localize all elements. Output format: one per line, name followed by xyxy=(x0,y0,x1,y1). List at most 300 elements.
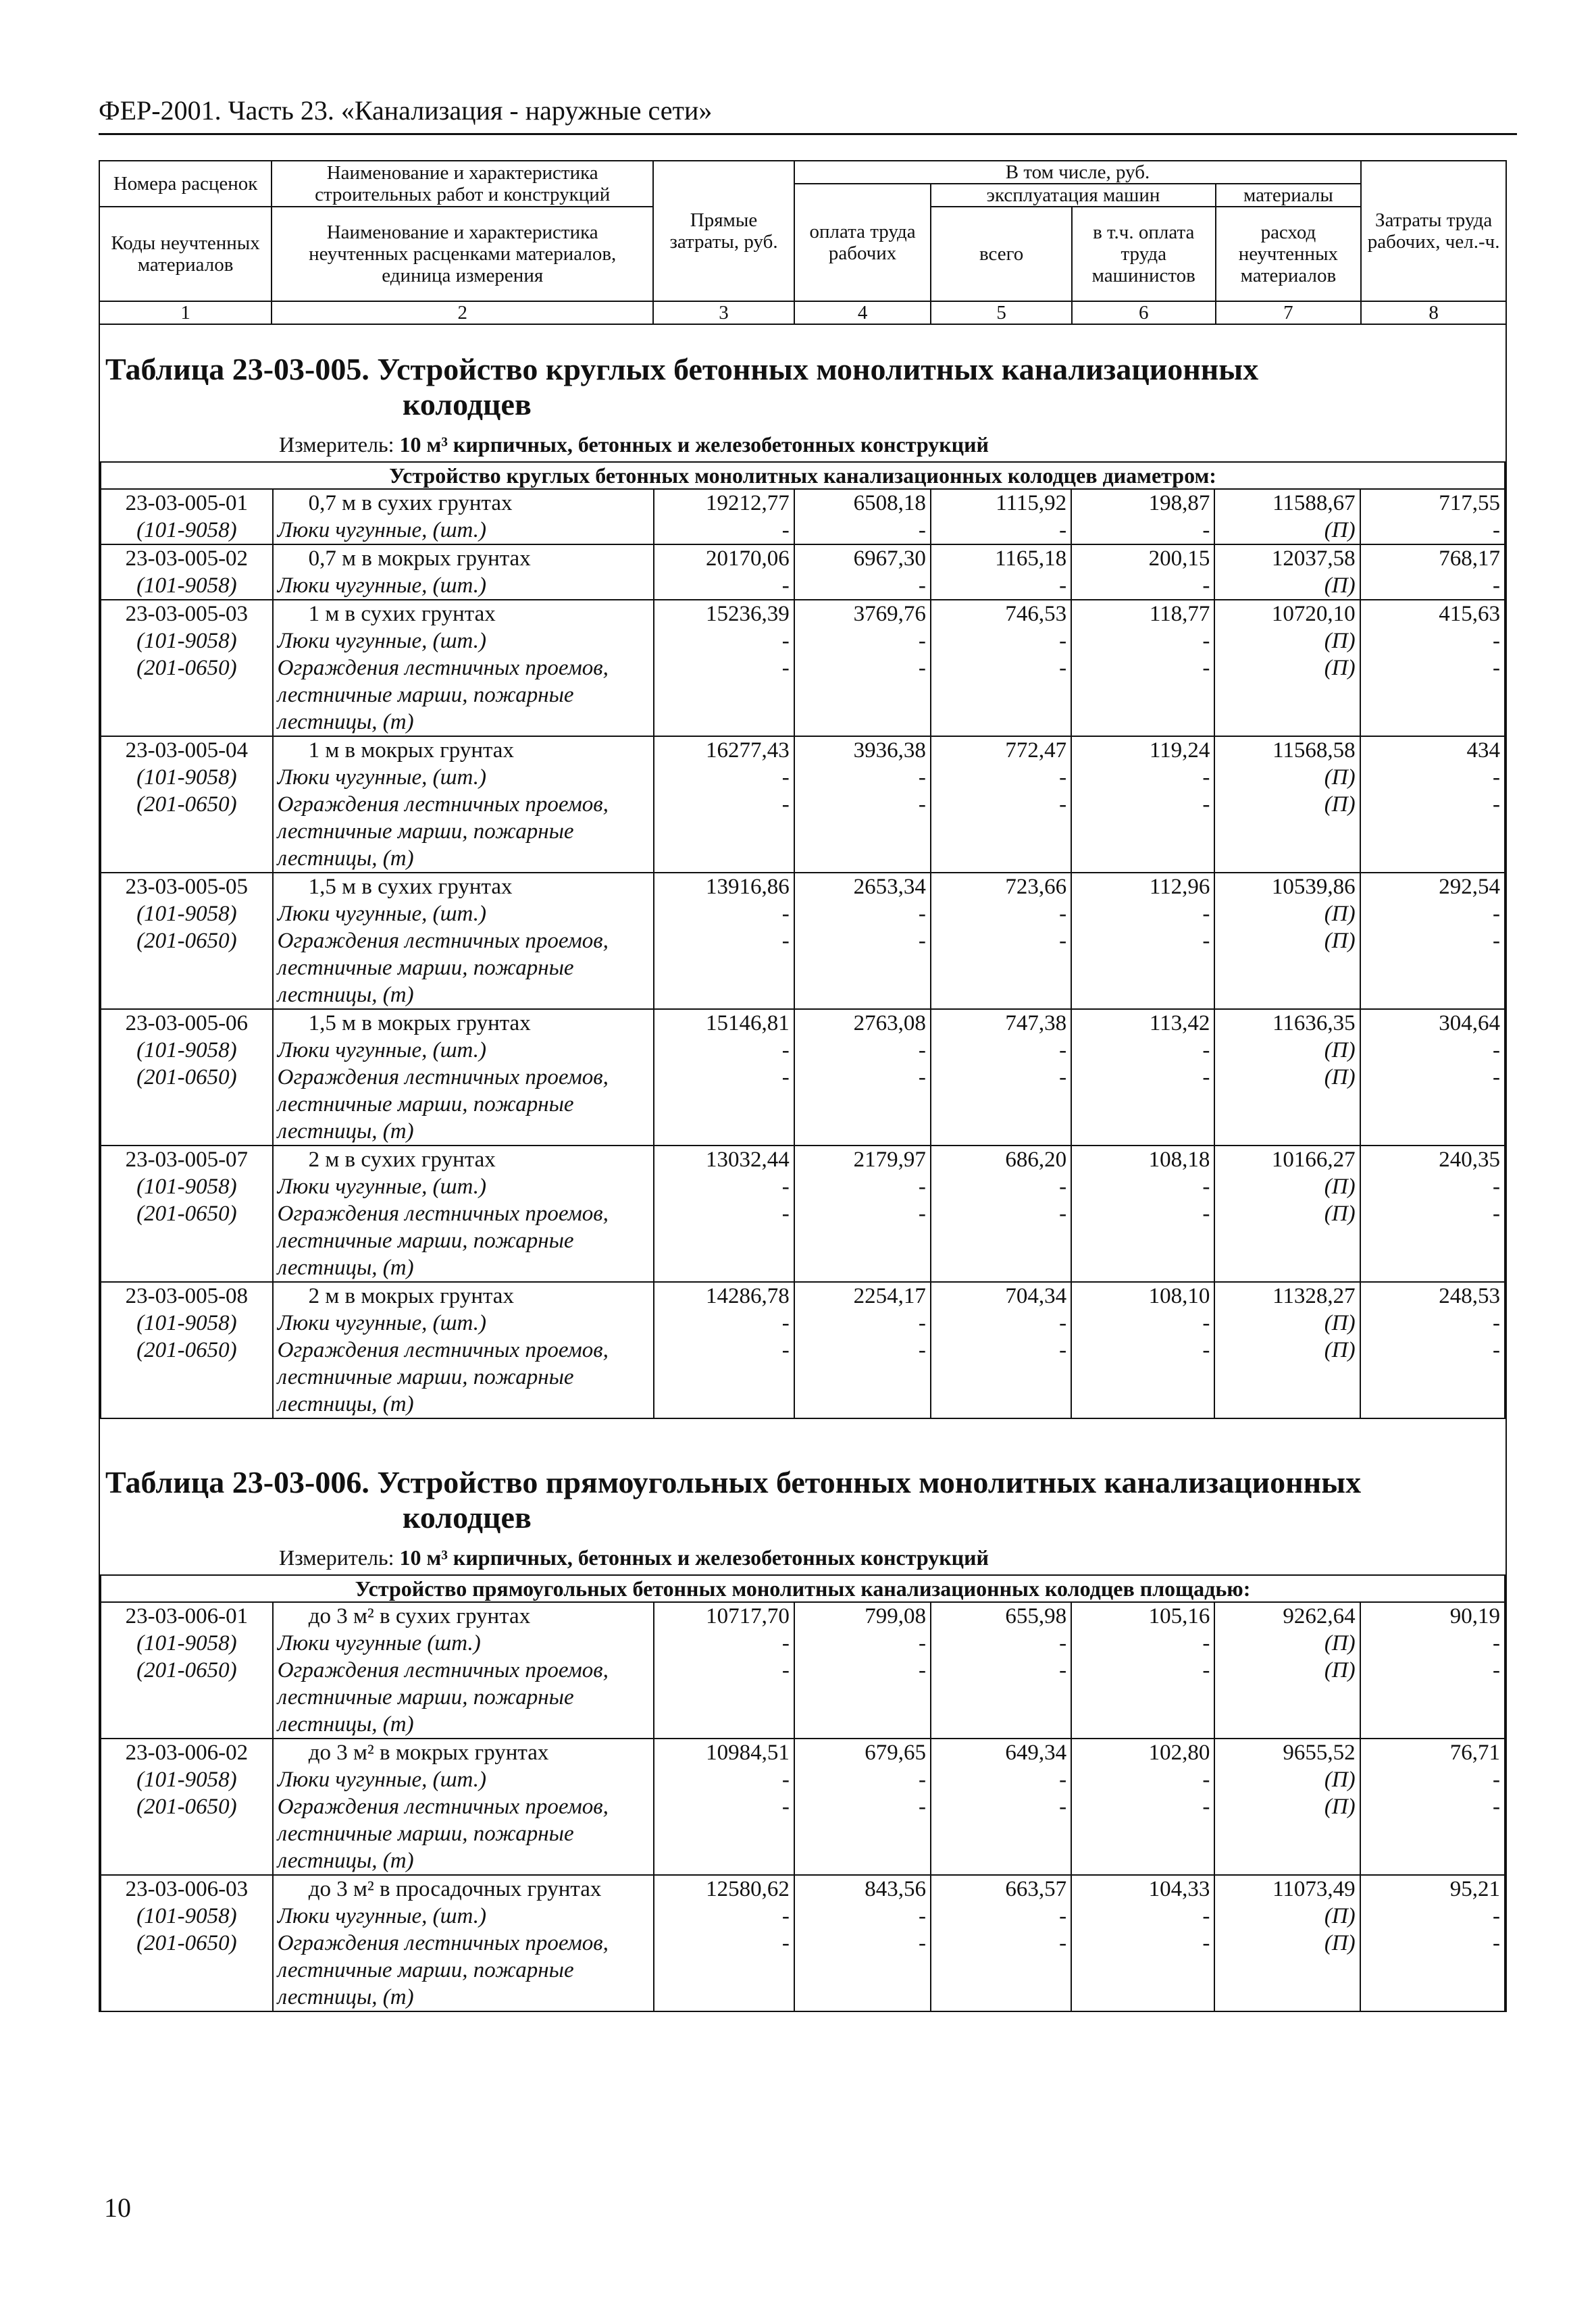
cell-machines-total xyxy=(931,1739,1071,1875)
material-machines-total: - xyxy=(1059,902,1067,926)
rate-work-name: 2 м в мокрых грунтах xyxy=(308,1284,514,1308)
material-labor-pay: - xyxy=(918,792,926,817)
material-labor-hours: - xyxy=(1493,1202,1500,1226)
material-rate-code: (201-0650) xyxy=(136,792,237,817)
rate-materials: 9262,64 xyxy=(1283,1604,1356,1628)
rate-labor-hours: 304,64 xyxy=(1439,1011,1500,1035)
rate-labor-hours: 717,55 xyxy=(1439,491,1500,515)
rate-machines-total: 704,34 xyxy=(1005,1284,1067,1308)
material-machines-total: - xyxy=(1059,1338,1067,1362)
cell-labor-hours xyxy=(1360,600,1505,736)
rate-machines-total: 649,34 xyxy=(1005,1741,1067,1765)
material-machines-total: - xyxy=(1059,518,1067,542)
header-num-1: 1 xyxy=(99,301,272,324)
material-materials: (П) xyxy=(1324,1175,1356,1199)
cell-materials xyxy=(1214,1146,1360,1282)
material-rate-code: (101-9058) xyxy=(136,518,237,542)
material-labor-pay: - xyxy=(918,1038,926,1062)
material-machinist-pay: - xyxy=(1202,1038,1210,1062)
header-col2-bottom: Наименование и характеристика неучтенных расценками материалов, единица измерения xyxy=(272,207,653,301)
cell-direct-cost xyxy=(654,489,794,544)
rate-materials: 11568,58 xyxy=(1272,738,1356,763)
rate-direct-cost: 15236,39 xyxy=(706,602,790,626)
material-machines-total: - xyxy=(1059,1931,1067,1955)
material-work-name: Ограждения лестничных проемов, лестничные марши, пожарные лестницы, (т) xyxy=(277,1795,609,1873)
cell-direct-cost xyxy=(654,1282,794,1418)
section-title-line-1: Таблица 23-03-006. Устройство прямоугольных бетонных монолитных канализационных xyxy=(105,1465,1362,1499)
rate-work-name: 1,5 м в сухих грунтах xyxy=(308,875,513,899)
material-machines-total: - xyxy=(1059,1065,1067,1089)
rate-labor-pay: 799,08 xyxy=(865,1604,926,1628)
table-row xyxy=(101,1875,1505,2011)
material-machinist-pay: - xyxy=(1202,518,1210,542)
cell-direct-cost xyxy=(654,873,794,1009)
material-machines-total: - xyxy=(1059,1202,1067,1226)
header-num-7: 7 xyxy=(1216,301,1362,324)
rate-direct-cost: 15146,81 xyxy=(706,1011,790,1035)
material-work-name: Люки чугунные, (шт.) xyxy=(277,1768,487,1792)
cell-labor-pay xyxy=(794,1739,931,1875)
rate-machines-total: 1165,18 xyxy=(995,546,1067,571)
cell-work-name xyxy=(273,1009,654,1146)
rate-direct-cost: 10984,51 xyxy=(706,1741,790,1765)
cell-machinist-pay xyxy=(1071,736,1214,873)
material-rate-code: (201-0650) xyxy=(136,929,237,953)
cell-labor-hours xyxy=(1360,873,1505,1009)
cell-machinist-pay xyxy=(1071,1875,1214,2011)
material-direct-cost: - xyxy=(781,765,790,790)
cell-direct-cost xyxy=(654,1602,794,1739)
rate-work-name: 1 м в сухих грунтах xyxy=(308,602,496,626)
rate-rate-code: 23-03-006-03 xyxy=(125,1877,249,1901)
measure-label: Измеритель: xyxy=(279,1545,394,1570)
material-machines-total: - xyxy=(1059,629,1067,653)
material-materials: (П) xyxy=(1324,1065,1356,1089)
cell-rate-code xyxy=(101,1282,273,1418)
rate-materials: 9655,52 xyxy=(1283,1741,1356,1765)
cell-labor-pay xyxy=(794,1282,931,1418)
table-row xyxy=(101,1602,1505,1739)
header-col4: оплата труда рабочих xyxy=(794,184,931,301)
rate-machinist-pay: 104,33 xyxy=(1148,1877,1210,1901)
material-machinist-pay: - xyxy=(1202,1311,1210,1335)
measure-value: 10 м³ кирпичных, бетонных и железобетонных конструкций xyxy=(399,432,989,457)
rate-machines-total: 686,20 xyxy=(1005,1148,1067,1172)
running-header: ФЕР-2001. Часть 23. «Канализация - наружные сети» xyxy=(99,95,1517,135)
material-direct-cost: - xyxy=(781,1065,790,1089)
material-materials: (П) xyxy=(1324,1202,1356,1226)
cell-work-name xyxy=(273,1602,654,1739)
cell-labor-hours xyxy=(1360,1282,1505,1418)
rate-machinist-pay: 198,87 xyxy=(1148,491,1210,515)
rate-machines-total: 663,57 xyxy=(1005,1877,1067,1901)
material-labor-hours: - xyxy=(1493,573,1500,598)
material-labor-hours: - xyxy=(1493,1038,1500,1062)
table-section xyxy=(99,325,1507,1438)
rate-labor-pay: 6508,18 xyxy=(853,491,926,515)
material-direct-cost: - xyxy=(781,573,790,598)
material-labor-pay: - xyxy=(918,1631,926,1655)
cell-materials xyxy=(1214,600,1360,736)
cell-rate-code xyxy=(101,544,273,600)
cell-materials xyxy=(1214,1875,1360,2011)
material-labor-hours: - xyxy=(1493,1338,1500,1362)
cell-labor-hours xyxy=(1360,1602,1505,1739)
cell-machinist-pay xyxy=(1071,1602,1214,1739)
material-work-name: Ограждения лестничных проемов, лестничные марши, пожарные лестницы, (т) xyxy=(277,929,609,1007)
table-row xyxy=(101,736,1505,873)
material-direct-cost: - xyxy=(781,792,790,817)
rate-work-name: до 3 м² в просадочных грунтах xyxy=(308,1877,602,1901)
material-machines-total: - xyxy=(1059,792,1067,817)
material-work-name: Люки чугунные, (шт.) xyxy=(277,518,486,542)
table-row xyxy=(101,1146,1505,1282)
material-rate-code: (201-0650) xyxy=(136,1338,237,1362)
cell-direct-cost xyxy=(654,1146,794,1282)
material-direct-cost: - xyxy=(781,1311,790,1335)
cell-labor-pay xyxy=(794,600,931,736)
rate-work-name: 0,7 м в сухих грунтах xyxy=(308,491,513,515)
rate-machinist-pay: 119,24 xyxy=(1149,738,1210,763)
material-labor-pay: - xyxy=(918,1065,926,1089)
material-labor-pay: - xyxy=(918,656,926,680)
material-labor-hours: - xyxy=(1493,1065,1500,1089)
header-number-row xyxy=(99,301,1506,324)
rate-direct-cost: 19212,77 xyxy=(706,491,790,515)
material-machines-total: - xyxy=(1059,1038,1067,1062)
cell-machinist-pay xyxy=(1071,873,1214,1009)
cell-work-name xyxy=(273,1739,654,1875)
material-work-name: Ограждения лестничных проемов, лестничные марши, пожарные лестницы, (т) xyxy=(277,1202,609,1280)
material-direct-cost: - xyxy=(781,1658,790,1682)
rate-direct-cost: 10717,70 xyxy=(706,1604,790,1628)
material-labor-hours: - xyxy=(1493,792,1500,817)
cell-rate-code xyxy=(101,1739,273,1875)
rate-materials: 11328,27 xyxy=(1272,1284,1356,1308)
material-direct-cost: - xyxy=(781,1038,790,1062)
document-frame xyxy=(99,160,1507,2012)
material-labor-hours: - xyxy=(1493,629,1500,653)
cell-machinist-pay xyxy=(1071,489,1214,544)
material-direct-cost: - xyxy=(781,1931,790,1955)
material-rate-code: (101-9058) xyxy=(136,1631,237,1655)
cell-direct-cost xyxy=(654,1875,794,2011)
cell-labor-hours xyxy=(1360,544,1505,600)
rate-materials: 10720,10 xyxy=(1271,602,1356,626)
rate-labor-pay: 2179,97 xyxy=(853,1148,926,1172)
material-labor-hours: - xyxy=(1493,656,1500,680)
rate-labor-hours: 76,71 xyxy=(1449,1741,1500,1765)
cell-machinist-pay xyxy=(1071,600,1214,736)
rate-rate-code: 23-03-005-05 xyxy=(125,875,249,899)
cell-labor-pay xyxy=(794,873,931,1009)
rate-work-name: 0,7 м в мокрых грунтах xyxy=(308,546,531,571)
material-rate-code: (101-9058) xyxy=(136,1175,237,1199)
cell-rate-code xyxy=(101,1602,273,1739)
material-work-name: Люки чугунные, (шт.) xyxy=(277,1175,486,1199)
table-row xyxy=(101,600,1505,736)
material-labor-pay: - xyxy=(918,629,926,653)
material-work-name: Ограждения лестничных проемов, лестничные марши, пожарные лестницы, (т) xyxy=(277,1658,609,1737)
material-work-name: Ограждения лестничных проемов, лестничные марши, пожарные лестницы, (т) xyxy=(277,656,609,734)
material-labor-pay: - xyxy=(918,929,926,953)
cell-labor-pay xyxy=(794,1602,931,1739)
material-machinist-pay: - xyxy=(1202,1175,1210,1199)
material-labor-hours: - xyxy=(1493,1175,1500,1199)
cell-machinist-pay xyxy=(1071,544,1214,600)
header-num-6: 6 xyxy=(1072,301,1216,324)
material-labor-hours: - xyxy=(1493,1631,1500,1655)
material-machines-total: - xyxy=(1059,573,1067,598)
cell-rate-code xyxy=(101,736,273,873)
column-header-table xyxy=(99,160,1507,325)
cell-direct-cost xyxy=(654,1739,794,1875)
cell-materials xyxy=(1214,489,1360,544)
material-labor-pay: - xyxy=(918,1175,926,1199)
cell-labor-pay xyxy=(794,1146,931,1282)
cell-labor-pay xyxy=(794,544,931,600)
material-machines-total: - xyxy=(1059,1795,1067,1819)
material-machines-total: - xyxy=(1059,1311,1067,1335)
material-machinist-pay: - xyxy=(1202,1795,1210,1819)
header-col6: в т.ч. оплата труда машинистов xyxy=(1072,207,1216,301)
material-work-name: Ограждения лестничных проемов, лестничные марши, пожарные лестницы, (т) xyxy=(277,792,609,871)
material-labor-pay: - xyxy=(918,1338,926,1362)
rate-direct-cost: 16277,43 xyxy=(706,738,790,763)
rate-machinist-pay: 108,10 xyxy=(1148,1284,1210,1308)
cell-machinist-pay xyxy=(1071,1739,1214,1875)
measure-label: Измеритель: xyxy=(279,432,394,457)
rate-rate-code: 23-03-005-04 xyxy=(125,738,249,763)
cell-machinist-pay xyxy=(1071,1146,1214,1282)
measure-unit xyxy=(100,1535,1505,1574)
cell-materials xyxy=(1214,736,1360,873)
material-work-name: Люки чугунные (шт.) xyxy=(277,1631,481,1655)
material-materials: (П) xyxy=(1324,1038,1356,1062)
material-work-name: Ограждения лестничных проемов, лестничные марши, пожарные лестницы, (т) xyxy=(277,1931,609,2009)
rate-materials: 10539,86 xyxy=(1271,875,1356,899)
rate-rate-code: 23-03-005-02 xyxy=(125,546,249,571)
rates-table xyxy=(100,1574,1505,2012)
rate-direct-cost: 20170,06 xyxy=(706,546,790,571)
material-labor-hours: - xyxy=(1493,1311,1500,1335)
material-rate-code: (101-9058) xyxy=(136,1038,237,1062)
cell-rate-code xyxy=(101,600,273,736)
header-materials: материалы xyxy=(1216,184,1362,207)
material-materials: (П) xyxy=(1324,1338,1356,1362)
cell-machinist-pay xyxy=(1071,1282,1214,1418)
cell-machines-total xyxy=(931,873,1071,1009)
material-materials: (П) xyxy=(1324,792,1356,817)
rate-machinist-pay: 108,18 xyxy=(1148,1148,1210,1172)
cell-machines-total xyxy=(931,1282,1071,1418)
material-labor-hours: - xyxy=(1493,1931,1500,1955)
material-materials: (П) xyxy=(1324,1904,1356,1928)
sections-container xyxy=(99,325,1507,2012)
cell-labor-hours xyxy=(1360,1739,1505,1875)
rate-labor-pay: 2254,17 xyxy=(853,1284,926,1308)
material-labor-hours: - xyxy=(1493,1768,1500,1792)
material-rate-code: (201-0650) xyxy=(136,1931,237,1955)
rate-labor-hours: 292,54 xyxy=(1439,875,1500,899)
material-rate-code: (101-9058) xyxy=(136,1311,237,1335)
material-machines-total: - xyxy=(1059,929,1067,953)
table-row xyxy=(101,1009,1505,1146)
cell-work-name xyxy=(273,489,654,544)
rate-machines-total: 723,66 xyxy=(1005,875,1067,899)
section-title xyxy=(100,1438,1505,1535)
cell-machines-total xyxy=(931,1875,1071,2011)
rate-direct-cost: 12580,62 xyxy=(706,1877,790,1901)
rate-labor-pay: 679,65 xyxy=(865,1741,926,1765)
section-title-line-1: Таблица 23-03-005. Устройство круглых бетонных монолитных канализационных xyxy=(105,352,1259,386)
material-labor-hours: - xyxy=(1493,765,1500,790)
material-machinist-pay: - xyxy=(1202,1631,1210,1655)
material-materials: (П) xyxy=(1324,902,1356,926)
material-materials: (П) xyxy=(1324,1658,1356,1682)
material-materials: (П) xyxy=(1324,629,1356,653)
material-rate-code: (201-0650) xyxy=(136,1658,237,1682)
material-materials: (П) xyxy=(1324,518,1356,542)
material-machinist-pay: - xyxy=(1202,1065,1210,1089)
material-direct-cost: - xyxy=(781,1202,790,1226)
rate-rate-code: 23-03-005-06 xyxy=(125,1011,249,1035)
rate-rate-code: 23-03-006-01 xyxy=(125,1604,249,1628)
cell-machines-total xyxy=(931,1146,1071,1282)
rate-materials: 12037,58 xyxy=(1271,546,1356,571)
material-labor-hours: - xyxy=(1493,518,1500,542)
rate-direct-cost: 13916,86 xyxy=(706,875,790,899)
material-materials: (П) xyxy=(1324,765,1356,790)
material-machinist-pay: - xyxy=(1202,1658,1210,1682)
table-subheader: Устройство круглых бетонных монолитных канализационных колодцев диаметром: xyxy=(101,462,1505,489)
rate-labor-hours: 434 xyxy=(1466,738,1500,763)
cell-work-name xyxy=(273,544,654,600)
rate-labor-hours: 248,53 xyxy=(1439,1284,1500,1308)
table-row xyxy=(101,489,1505,544)
cell-work-name xyxy=(273,600,654,736)
material-direct-cost: - xyxy=(781,1768,790,1792)
material-work-name: Люки чугунные, (шт.) xyxy=(277,1311,486,1335)
cell-labor-hours xyxy=(1360,1146,1505,1282)
cell-direct-cost xyxy=(654,736,794,873)
material-machinist-pay: - xyxy=(1202,765,1210,790)
material-direct-cost: - xyxy=(781,656,790,680)
cell-machines-total xyxy=(931,600,1071,736)
rate-work-name: до 3 м² в мокрых грунтах xyxy=(308,1741,549,1765)
cell-work-name xyxy=(273,1146,654,1282)
header-col5: всего xyxy=(931,207,1072,301)
header-num-5: 5 xyxy=(931,301,1072,324)
rate-materials: 11588,67 xyxy=(1272,491,1356,515)
material-rate-code: (101-9058) xyxy=(136,902,237,926)
table-subheader: Устройство прямоугольных бетонных монолитных канализационных колодцев площадью: xyxy=(101,1575,1505,1602)
rate-machinist-pay: 113,42 xyxy=(1149,1011,1210,1035)
material-direct-cost: - xyxy=(781,902,790,926)
cell-labor-pay xyxy=(794,489,931,544)
material-machinist-pay: - xyxy=(1202,656,1210,680)
header-col8: Затраты труда рабочих, чел.-ч. xyxy=(1361,161,1506,301)
material-labor-pay: - xyxy=(918,1904,926,1928)
material-materials: (П) xyxy=(1324,1631,1356,1655)
rate-machines-total: 747,38 xyxy=(1005,1011,1067,1035)
material-labor-pay: - xyxy=(918,1931,926,1955)
material-materials: (П) xyxy=(1324,929,1356,953)
material-rate-code: (201-0650) xyxy=(136,1202,237,1226)
header-machines: эксплуатация машин xyxy=(931,184,1215,207)
material-labor-pay: - xyxy=(918,765,926,790)
rate-labor-pay: 2653,34 xyxy=(853,875,926,899)
cell-materials xyxy=(1214,1282,1360,1418)
material-work-name: Люки чугунные, (шт.) xyxy=(277,765,486,790)
table-row xyxy=(101,1282,1505,1418)
material-work-name: Люки чугунные, (шт.) xyxy=(277,902,486,926)
material-work-name: Люки чугунные, (шт.) xyxy=(277,629,486,653)
material-labor-hours: - xyxy=(1493,1658,1500,1682)
material-work-name: Люки чугунные, (шт.) xyxy=(277,1904,487,1928)
cell-labor-hours xyxy=(1360,1875,1505,2011)
table-row xyxy=(101,1739,1505,1875)
material-direct-cost: - xyxy=(781,1338,790,1362)
material-direct-cost: - xyxy=(781,929,790,953)
rate-labor-hours: 95,21 xyxy=(1449,1877,1500,1901)
header-num-8: 8 xyxy=(1361,301,1506,324)
rate-direct-cost: 14286,78 xyxy=(706,1284,790,1308)
cell-rate-code xyxy=(101,1146,273,1282)
material-materials: (П) xyxy=(1324,1795,1356,1819)
section-title-line-2: колодцев xyxy=(403,1500,532,1535)
material-labor-pay: - xyxy=(918,1658,926,1682)
cell-machines-total xyxy=(931,1602,1071,1739)
material-direct-cost: - xyxy=(781,1175,790,1199)
material-direct-cost: - xyxy=(781,518,790,542)
rate-labor-pay: 843,56 xyxy=(865,1877,926,1901)
rate-work-name: до 3 м² в сухих грунтах xyxy=(308,1604,531,1628)
material-machinist-pay: - xyxy=(1202,573,1210,598)
cell-direct-cost xyxy=(654,1009,794,1146)
material-work-name: Ограждения лестничных проемов, лестничные марши, пожарные лестницы, (т) xyxy=(277,1338,609,1416)
material-labor-hours: - xyxy=(1493,902,1500,926)
rate-machinist-pay: 102,80 xyxy=(1148,1741,1210,1765)
cell-work-name xyxy=(273,1875,654,2011)
rate-machinist-pay: 105,16 xyxy=(1148,1604,1210,1628)
header-incl: В том числе, руб. xyxy=(794,161,1361,184)
cell-materials xyxy=(1214,544,1360,600)
material-labor-hours: - xyxy=(1493,1904,1500,1928)
rate-machines-total: 1115,92 xyxy=(996,491,1067,515)
rate-labor-hours: 90,19 xyxy=(1449,1604,1500,1628)
material-machinist-pay: - xyxy=(1202,1904,1210,1928)
rate-rate-code: 23-03-005-07 xyxy=(125,1148,249,1172)
rate-machinist-pay: 118,77 xyxy=(1149,602,1210,626)
rate-rate-code: 23-03-005-01 xyxy=(125,491,249,515)
cell-direct-cost xyxy=(654,600,794,736)
material-labor-hours: - xyxy=(1493,1795,1500,1819)
material-rate-code: (201-0650) xyxy=(136,1065,237,1089)
material-rate-code: (201-0650) xyxy=(136,656,237,680)
cell-direct-cost xyxy=(654,544,794,600)
cell-machines-total xyxy=(931,1009,1071,1146)
rate-labor-hours: 240,35 xyxy=(1439,1148,1500,1172)
material-work-name: Люки чугунные, (шт.) xyxy=(277,1038,486,1062)
material-machines-total: - xyxy=(1059,656,1067,680)
rate-labor-pay: 3769,76 xyxy=(853,602,926,626)
section-title xyxy=(100,325,1505,422)
material-machinist-pay: - xyxy=(1202,1768,1210,1792)
material-machinist-pay: - xyxy=(1202,929,1210,953)
material-rate-code: (101-9058) xyxy=(136,1768,237,1792)
cell-machines-total xyxy=(931,489,1071,544)
